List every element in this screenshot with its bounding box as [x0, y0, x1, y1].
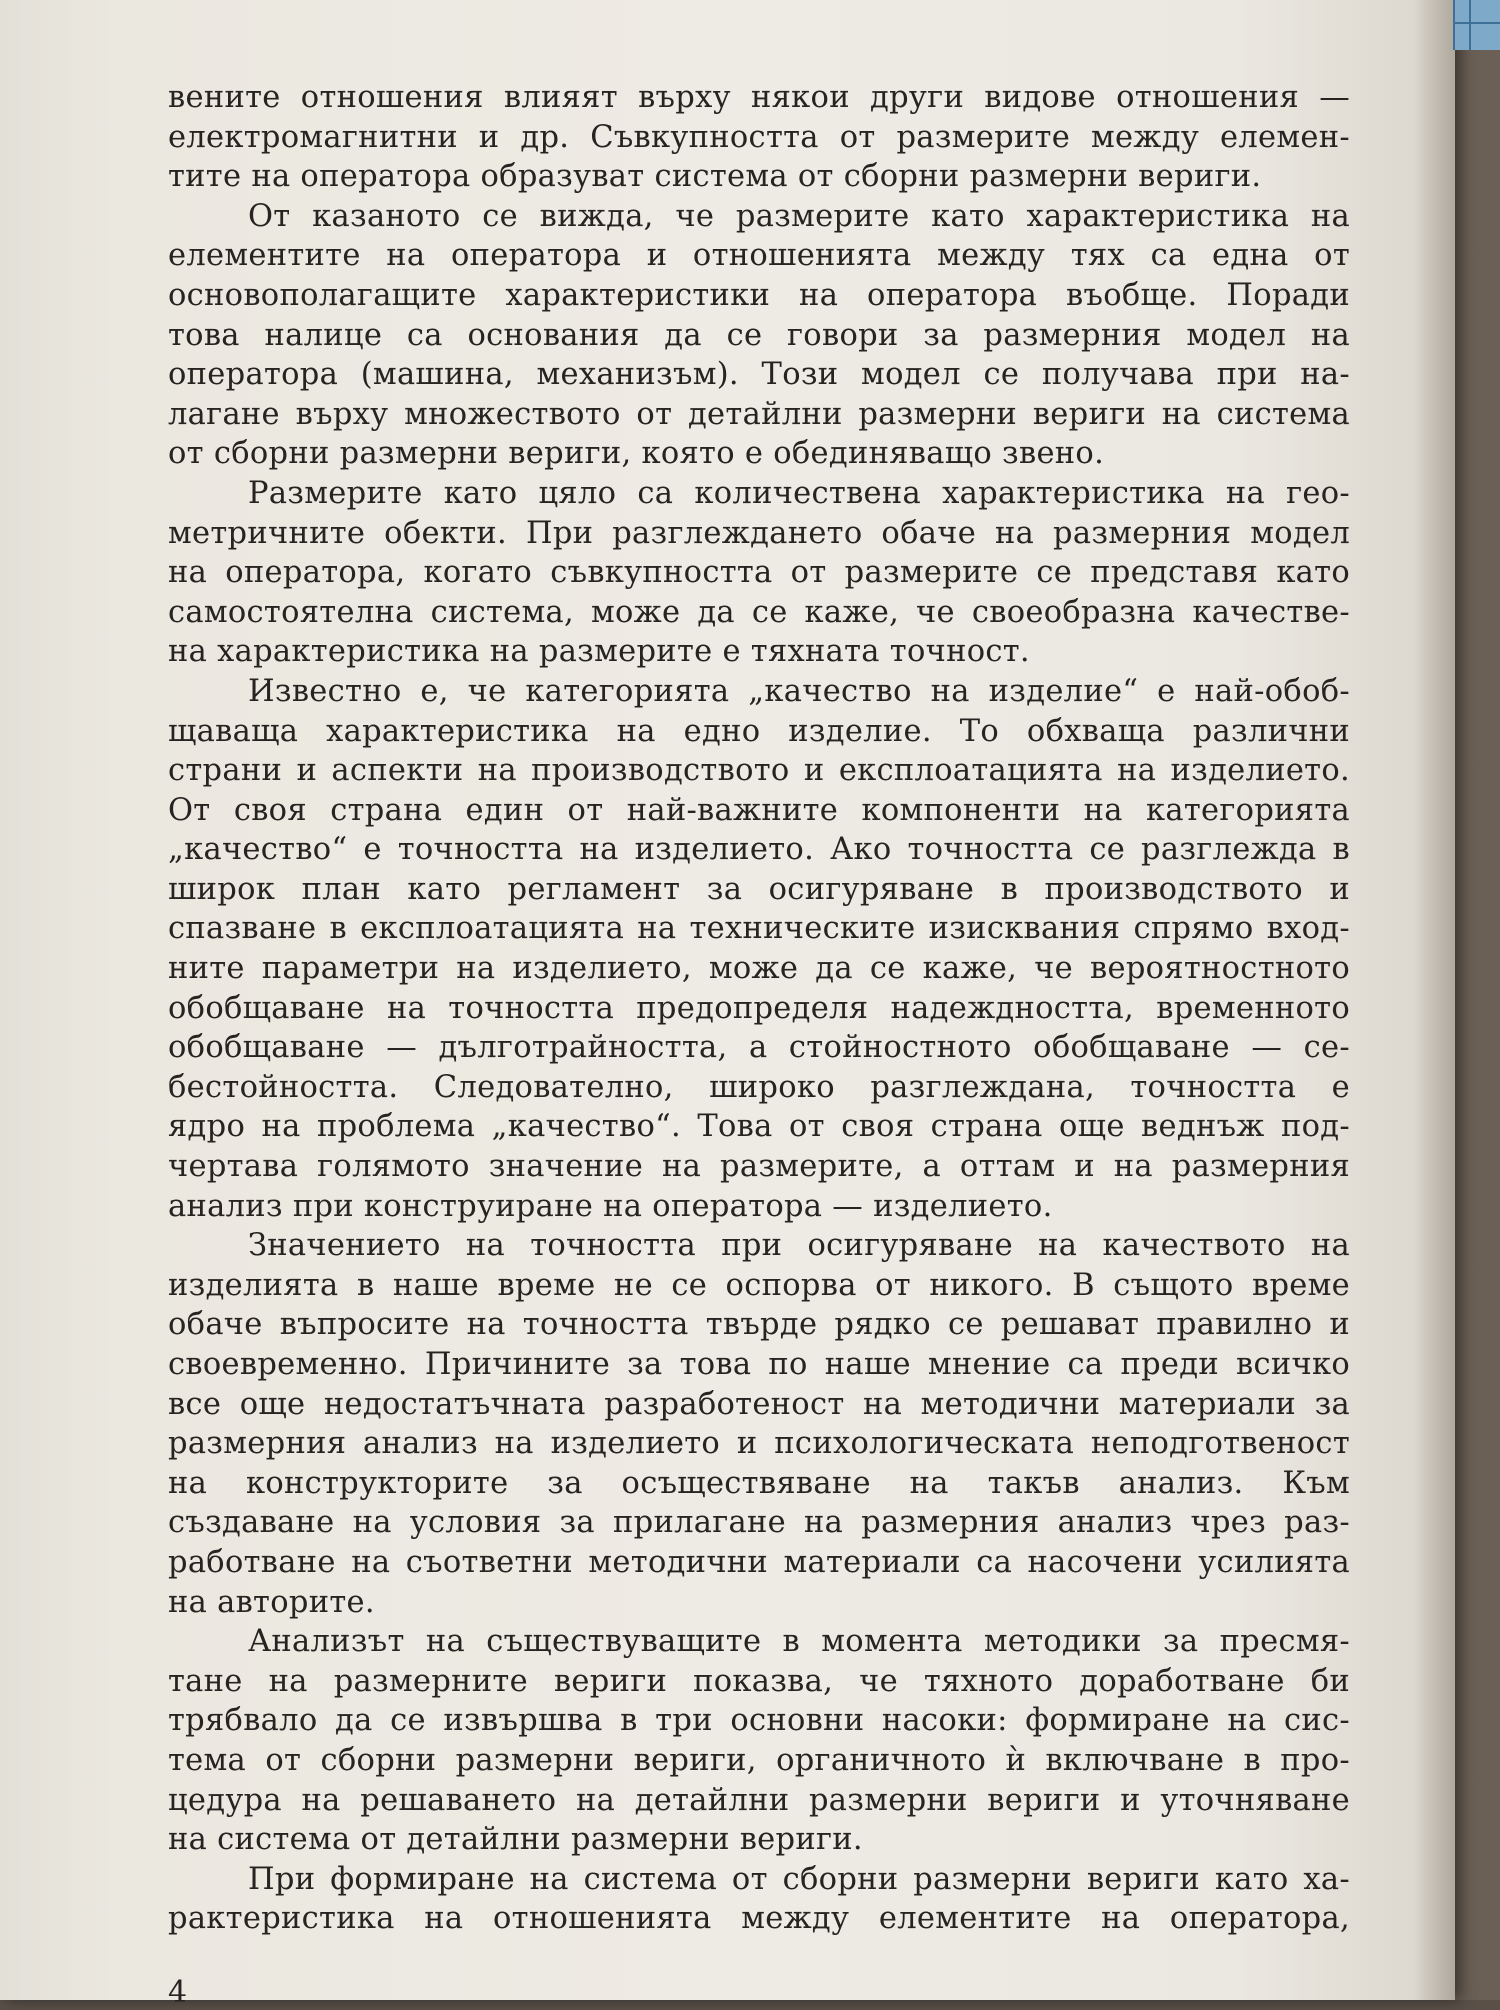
text-line: все още недостатъчната разработеност на методични материали за	[168, 1386, 1350, 1422]
text-line: основополагащите характеристики на оператора въобще. Поради	[168, 277, 1350, 313]
text-line: вените отношения влияят върху някои други видове отношения —	[168, 80, 1350, 115]
page-number: 4	[168, 1975, 188, 2010]
text-line: на система от детайлни размерни вериги.	[168, 1822, 863, 1858]
text-line: трябвало да се извършва в три основни насоки: формиране на сис-	[168, 1703, 1350, 1739]
text-line: Анализът на съществуващите в момента методики за пресмя-	[248, 1624, 1350, 1660]
text-line: лагане върху множеството от детайлни размерни вериги на система	[168, 396, 1350, 432]
text-line: метричните обекти. При разглеждането обаче на размерния модел	[168, 515, 1350, 551]
text-line: ядро на проблема „качество“. Това от своя страна още веднъж под-	[168, 1109, 1350, 1145]
text-line: елементите на оператора и отношенията между тях са една от	[168, 238, 1350, 274]
text-line: самостоятелна система, може да се каже, че своеобразна качестве-	[168, 594, 1350, 630]
text-line: тане на размерните вериги показва, че тяхното доработване би	[168, 1663, 1350, 1699]
text-line: това налице са основания да се говори за размерния модел на	[168, 317, 1350, 353]
text-line: оператора (машина, механизъм). Този модел се получава при на-	[168, 357, 1350, 393]
text-line: щаваща характеристика на едно изделие. То обхваща различни	[168, 713, 1350, 749]
text-line: на авторите.	[168, 1584, 375, 1620]
background-grid-corner	[1453, 0, 1500, 50]
text-line: размерния анализ на изделието и психологическата неподготвеност	[168, 1426, 1350, 1462]
text-line: чертава голямото значение на размерите, а оттам и на размерния	[168, 1149, 1350, 1185]
text-line: обаче въпросите на точността твърде рядко се решават правилно и	[168, 1307, 1350, 1343]
text-line: на оператора, когато съвкупността от размерите се представя като	[168, 555, 1350, 591]
text-line: своевременно. Причините за това по наше мнение са преди всичко	[168, 1347, 1350, 1382]
text-line: От казаното се вижда, че размерите като характеристика на	[248, 198, 1350, 234]
text-line: създаване на условия за прилагане на размерния анализ чрез раз-	[168, 1505, 1350, 1541]
text-line: рактеристика на отношенията между елементите на оператора,	[168, 1901, 1350, 1937]
text-line: от сборни размерни вериги, която е обединяващо звено.	[168, 436, 1105, 472]
text-line: Известно е, че категорията „качество на изделие“ е най-обоб-	[248, 673, 1350, 709]
text-line: При формиране на система от сборни размерни вериги като ха-	[248, 1861, 1350, 1897]
text-line: Значението на точността при осигуряване на качеството на	[248, 1228, 1350, 1264]
text-line: ните параметри на изделието, може да се каже, че вероятностното	[168, 951, 1350, 987]
text-line: От своя страна един от най-важните компоненти на категорията	[168, 792, 1350, 828]
body-text	[168, 78, 1350, 1939]
text-line: анализ при конструиране на оператора — изделието.	[168, 1188, 1053, 1224]
text-line: „качество“ е точността на изделието. Ако точността се разглежда в	[168, 832, 1350, 868]
text-line: на характеристика на размерите е тяхната точност.	[168, 634, 1030, 670]
text-line: цедура на решаването на детайлни размерни вериги и уточняване	[168, 1782, 1350, 1818]
text-line: тема от сборни размерни вериги, органичното ѝ включване в про-	[168, 1742, 1350, 1778]
text-line: Размерите като цяло са количествена характеристика на гео-	[248, 475, 1350, 511]
text-line: широк план като регламент за осигуряване в производството и	[168, 871, 1350, 907]
text-line: изделията в наше време не се оспорва от никого. В същото време	[168, 1267, 1350, 1303]
text-line: спазване в експлоатацията на техническите изисквания спрямо вход-	[168, 911, 1350, 947]
text-line: обобщаване на точността предопределя надеждността, временното	[168, 990, 1350, 1026]
text-line: тите на оператора образуват система от сборни размерни вериги.	[168, 159, 1262, 195]
text-line: работване на съответни методични материали са насочени усилията	[168, 1544, 1350, 1580]
text-line: страни и аспекти на производството и експлоатацията на изделието.	[168, 753, 1350, 789]
page-edge-shadow	[1415, 0, 1455, 2000]
text-line: бестойността. Следователно, широко разглеждана, точността е	[168, 1069, 1350, 1105]
text-line: на конструкторите за осъществяване на такъв анализ. Към	[168, 1465, 1350, 1501]
text-line: обобщаване — дълготрайността, а стойностното обобщаване — се-	[168, 1030, 1350, 1066]
text-line: електромагнитни и др. Съвкупността от размерите между елемен-	[168, 119, 1350, 155]
